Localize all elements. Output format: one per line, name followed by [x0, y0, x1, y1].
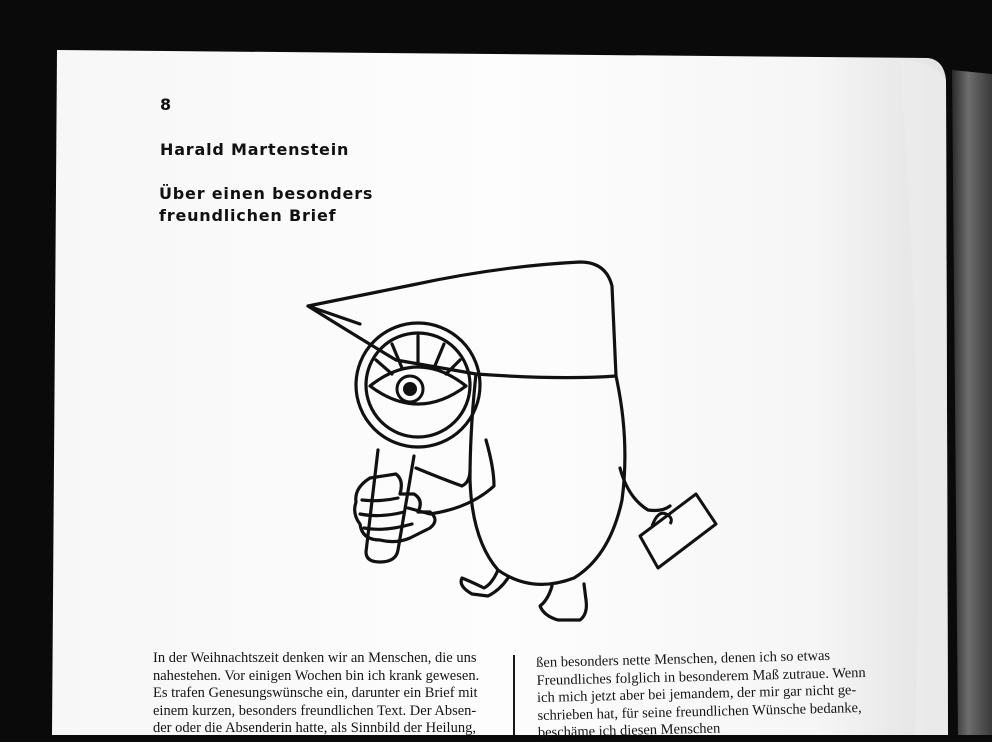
- text-line: In der Weihnachtszeit denken wir an Menschen, die uns: [153, 650, 477, 666]
- page-number: 8: [160, 95, 172, 114]
- hand: [355, 474, 435, 542]
- title-line: freundlichen Brief: [159, 206, 337, 225]
- column-divider: [513, 655, 515, 735]
- text-line: Es trafen Genesungswünsche ein, darunter ein Brief mit: [153, 685, 478, 701]
- text-line: der oder die Absenderin hatte, als Sinnbild der Heilung,: [153, 720, 476, 736]
- author-name: Harald Martenstein: [160, 140, 350, 159]
- eye-pupil: [403, 382, 417, 396]
- magnifier-handle: [366, 450, 414, 562]
- leg-right: [540, 584, 586, 620]
- text-line: nahestehen. Vor einigen Wochen bin ich krank gewesen.: [153, 667, 480, 684]
- article-column-left: [153, 650, 491, 738]
- title-line: Über einen besonders: [159, 184, 374, 203]
- briefcase: [640, 494, 716, 568]
- text-line: schrieben hat, für seine freundlichen Wünsche bedanke,: [537, 699, 862, 724]
- text-line: ich mich jetzt aber bei jemandem, der mir gar nicht ge-: [536, 682, 857, 706]
- text-line: Freundliches folglich in besonderem Maß zutraue. Wenn: [536, 664, 866, 689]
- back-arm: [416, 468, 470, 486]
- article-column-right: [536, 646, 888, 742]
- text-line: beschäme ich diesen Menschen: [537, 720, 721, 741]
- text-line: ßen besonders nette Menschen, denen ich so etwas: [536, 647, 831, 671]
- tail: [620, 468, 670, 511]
- text-line: einem kurzen, besonders freundlichen Text. Der Absen-: [153, 702, 477, 719]
